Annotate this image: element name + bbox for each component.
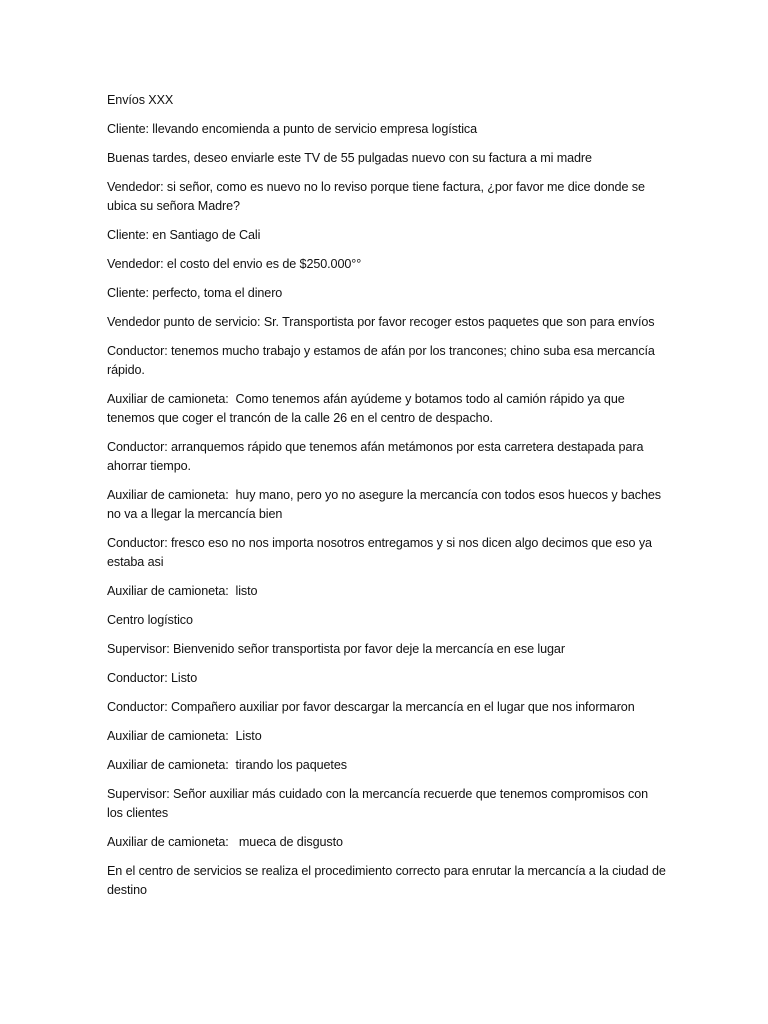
dialogue-line: Auxiliar de camioneta: Listo — [107, 729, 262, 743]
closing-paragraph: En el centro de servicios se realiza el procedimiento correcto para enrutar la mercancía a la ciudad de destino — [107, 864, 670, 897]
dialogue-line: Cliente: en Santiago de Cali — [107, 228, 261, 242]
dialogue-line: Conductor: Compañero auxiliar por favor descargar la mercancía en el lugar que nos informaron — [107, 700, 635, 714]
dialogue-line: Auxiliar de camioneta: mueca de disgusto — [107, 835, 343, 849]
dialogue-line: Vendedor: si señor, como es nuevo no lo reviso porque tiene factura, ¿por favor me dice donde se ubica su señora Madre? — [107, 180, 649, 213]
dialogue-line: Conductor: Listo — [107, 671, 198, 685]
dialogue-line: Auxiliar de camioneta: listo — [107, 584, 258, 598]
dialogue-line: Cliente: llevando encomienda a punto de servicio empresa logística — [107, 122, 478, 136]
document-title: Envíos XXX — [107, 93, 174, 107]
dialogue-line: Auxiliar de camioneta: tirando los paquetes — [107, 758, 347, 772]
dialogue-line: Auxiliar de camioneta: huy mano, pero yo no asegure la mercancía con todos esos huecos y baches no va a llegar la mercancía bien — [107, 488, 665, 521]
dialogue-line: Supervisor: Bienvenido señor transportista por favor deje la mercancía en ese lugar — [107, 642, 565, 656]
dialogue-line: Conductor: tenemos mucho trabajo y estamos de afán por los trancones; chino suba esa mercancía rápido. — [107, 344, 659, 377]
dialogue-line: Cliente: perfecto, toma el dinero — [107, 286, 283, 300]
dialogue-line: Vendedor: el costo del envio es de $250.000°° — [107, 257, 362, 271]
dialogue-line: Conductor: arranquemos rápido que tenemos afán metámonos por esta carretera destapada para ahorrar tiempo. — [107, 440, 647, 473]
dialogue-line: Supervisor: Señor auxiliar más cuidado con la mercancía recuerde que tenemos compromisos con los clientes — [107, 787, 652, 820]
dialogue-line: Buenas tardes, deseo enviarle este TV de 55 pulgadas nuevo con su factura a mi madre — [107, 151, 592, 165]
section-heading: Centro logístico — [107, 613, 193, 627]
dialogue-line: Vendedor punto de servicio: Sr. Transportista por favor recoger estos paquetes que son para envíos — [107, 315, 655, 329]
dialogue-line: Auxiliar de camioneta: Como tenemos afán ayúdeme y botamos todo al camión rápido ya que tenemos que coger el trancón de la calle 26 en el centro de despacho. — [107, 392, 629, 425]
dialogue-line: Conductor: fresco eso no nos importa nosotros entregamos y si nos dicen algo decimos que eso ya estaba asi — [107, 536, 656, 569]
document-body — [107, 91, 670, 910]
